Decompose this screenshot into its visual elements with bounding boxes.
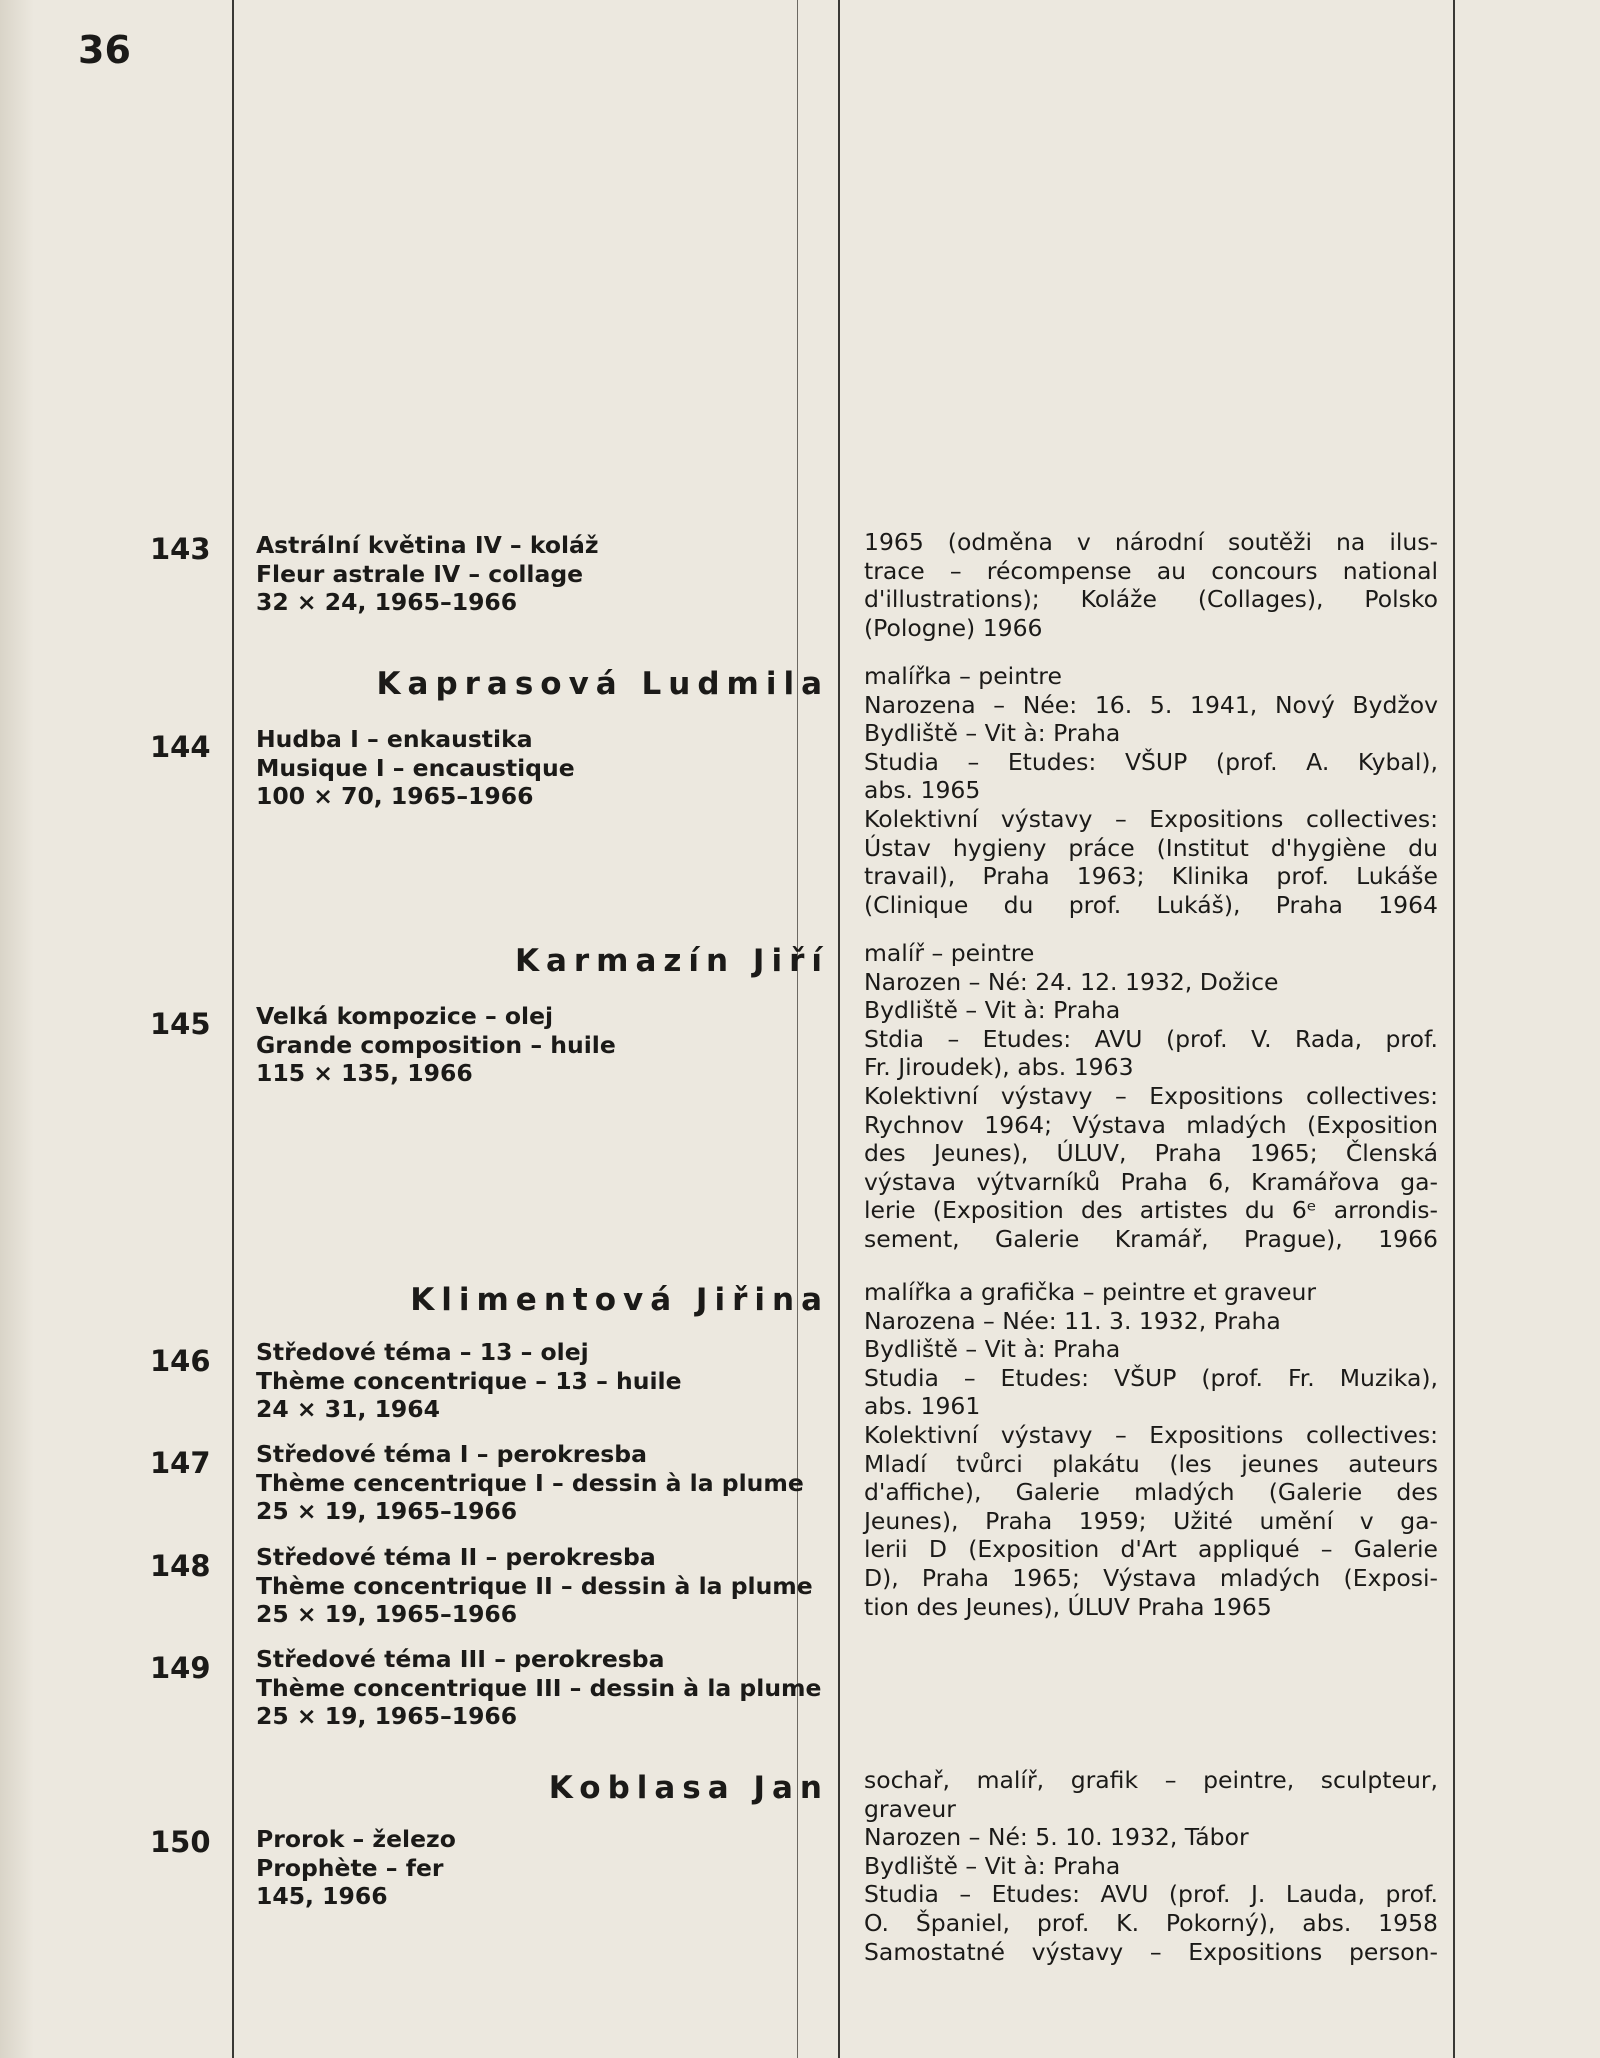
entry-number: 150 <box>150 1825 211 1859</box>
artist-name: Klimentová Jiřina <box>410 1282 829 1318</box>
artwork-title-cz: Středové téma III – perokresba <box>256 1645 665 1673</box>
bio-line: Narozena – Née: 11. 3. 1932, Praha <box>864 1306 1281 1335</box>
artwork-entry <box>256 1825 836 1911</box>
bio-line: graveur <box>864 1794 956 1823</box>
artwork-title-cz: Prorok – železo <box>256 1825 456 1853</box>
bio-line: malířka a grafička – peintre et graveur <box>864 1278 1317 1306</box>
bio-line: sochař, malíř, grafik – peintre, sculpteur, <box>864 1766 1438 1794</box>
artist-bio-continued <box>864 528 1438 642</box>
artwork-title-fr: Fleur astrale IV – collage <box>256 559 584 588</box>
bio-line: Samostatné výstavy – Expositions person- <box>864 1937 1438 1966</box>
bio-line: Bydliště – Vit à: Praha <box>864 719 1121 748</box>
artwork-entry <box>256 531 836 617</box>
bio-line: d'affiche), Galerie mladých (Galerie des <box>864 1478 1438 1507</box>
entry-number: 145 <box>150 1007 211 1041</box>
artwork-entry <box>256 725 836 811</box>
artwork-title-fr: Musique I – encaustique <box>256 753 575 782</box>
bio-line: výstava výtvarníků Praha 6, Kramářova ga- <box>864 1167 1438 1196</box>
entry-number: 146 <box>150 1344 211 1378</box>
entry-number: 144 <box>150 730 211 764</box>
artwork-dimensions: 32 × 24, 1965–1966 <box>256 588 518 616</box>
artist-bio-karmazin <box>864 939 1438 1254</box>
artwork-title-fr: Thème concentrique – 13 – huile <box>256 1366 682 1395</box>
bio-line: Kolektivní výstavy – Expositions collectives: <box>864 1420 1438 1449</box>
bio-line: (Pologne) 1966 <box>864 613 1043 642</box>
bio-line: Studia – Etudes: VŠUP (prof. A. Kybal), <box>864 747 1438 776</box>
entry-number: 147 <box>150 1446 211 1480</box>
artwork-dimensions: 115 × 135, 1966 <box>256 1059 473 1087</box>
artwork-title-fr: Prophète – fer <box>256 1853 444 1882</box>
bio-line: tion des Jeunes), ÚLUV Praha 1965 <box>864 1592 1272 1621</box>
artwork-title-cz: Astrální květina IV – koláž <box>256 531 599 559</box>
bio-line: Studia – Etudes: AVU (prof. J. Lauda, prof. <box>864 1880 1438 1909</box>
bio-line: 1965 (odměna v národní soutěži na ilus- <box>864 528 1438 556</box>
artwork-title-cz: Velká kompozice – olej <box>256 1002 554 1030</box>
bio-line: Bydliště – Vit à: Praha <box>864 1851 1121 1880</box>
artwork-entry <box>256 1002 836 1088</box>
artwork-dimensions: 25 × 19, 1965–1966 <box>256 1600 518 1628</box>
bio-line: Bydliště – Vit à: Praha <box>864 1335 1121 1364</box>
artist-bio-kaprasova <box>864 662 1438 919</box>
bio-line: Jeunes), Praha 1959; Užité umění v ga- <box>864 1506 1438 1535</box>
artwork-title-cz: Středové téma – 13 – olej <box>256 1338 589 1366</box>
bio-line: Narozena – Née: 16. 5. 1941, Nový Bydžov <box>864 690 1438 719</box>
artwork-title-fr: Grande composition – huile <box>256 1030 616 1059</box>
page-number: 36 <box>78 28 131 72</box>
bio-line: Fr. Jiroudek), abs. 1963 <box>864 1053 1134 1082</box>
artwork-entry <box>256 1338 836 1424</box>
bio-line: travail), Praha 1963; Klinika prof. Lukáše <box>864 862 1438 891</box>
artist-bio-koblasa <box>864 1766 1438 1966</box>
bio-line: des Jeunes), ÚLUV, Praha 1965; Členská <box>864 1139 1438 1168</box>
entry-number: 149 <box>150 1651 211 1685</box>
bio-line: Kolektivní výstavy – Expositions collectives: <box>864 804 1438 833</box>
bio-line: sement, Galerie Kramář, Prague), 1966 <box>864 1224 1438 1253</box>
bio-line: malířka – peintre <box>864 662 1062 690</box>
column-rule-left <box>232 0 234 2058</box>
artwork-title-fr: Thème cencentrique I – dessin à la plume <box>256 1468 804 1497</box>
column-rule-middle <box>838 0 840 2058</box>
artist-name: Kaprasová Ludmila <box>376 666 829 702</box>
artwork-dimensions: 145, 1966 <box>256 1882 388 1910</box>
artwork-dimensions: 100 × 70, 1965–1966 <box>256 782 534 810</box>
bio-line: trace – récompense au concours national <box>864 556 1438 585</box>
bio-line: Narozen – Né: 24. 12. 1932, Dožice <box>864 967 1279 996</box>
bio-line: Stdia – Etudes: AVU (prof. V. Rada, prof. <box>864 1024 1438 1053</box>
artwork-title-cz: Středové téma I – perokresba <box>256 1440 647 1468</box>
bio-line: Narozen – Né: 5. 10. 1932, Tábor <box>864 1823 1249 1852</box>
bio-line: abs. 1961 <box>864 1392 981 1421</box>
bio-line: (Clinique du prof. Lukáš), Praha 1964 <box>864 890 1438 919</box>
artist-name: Koblasa Jan <box>548 1770 829 1806</box>
bio-line: abs. 1965 <box>864 776 981 805</box>
bio-line: Ústav hygieny práce (Institut d'hygiène du <box>864 833 1438 862</box>
artwork-dimensions: 25 × 19, 1965–1966 <box>256 1702 518 1730</box>
bio-line: Studia – Etudes: VŠUP (prof. Fr. Muzika), <box>864 1363 1438 1392</box>
artwork-entry <box>256 1440 836 1526</box>
bio-line: Kolektivní výstavy – Expositions collectives: <box>864 1081 1438 1110</box>
artist-name: Karmazín Jiří <box>514 943 829 979</box>
artist-bio-klimentova <box>864 1278 1438 1621</box>
artwork-title-cz: Středové téma II – perokresba <box>256 1543 656 1571</box>
bio-line: lerie (Exposition des artistes du 6ᵉ arrondis- <box>864 1196 1438 1225</box>
artwork-entry <box>256 1543 836 1629</box>
bio-line: lerii D (Exposition d'Art appliqué – Galerie <box>864 1535 1438 1564</box>
bio-line: Mladí tvůrci plakátu (les jeunes auteurs <box>864 1449 1438 1478</box>
artwork-dimensions: 24 × 31, 1964 <box>256 1395 440 1423</box>
artwork-entry <box>256 1645 836 1731</box>
artwork-title-fr: Thème concentrique II – dessin à la plume <box>256 1571 813 1600</box>
artwork-title-cz: Hudba I – enkaustika <box>256 725 533 753</box>
column-rule-right <box>1453 0 1455 2058</box>
bio-line: O. Španiel, prof. K. Pokorný), abs. 1958 <box>864 1908 1438 1937</box>
entry-number: 143 <box>150 532 211 566</box>
artwork-dimensions: 25 × 19, 1965–1966 <box>256 1497 518 1525</box>
bio-line: D), Praha 1965; Výstava mladých (Exposi- <box>864 1563 1438 1592</box>
artwork-title-fr: Thème concentrique III – dessin à la plume <box>256 1673 822 1702</box>
entry-number: 148 <box>150 1549 211 1583</box>
bio-line: Bydliště – Vit à: Praha <box>864 996 1121 1025</box>
bio-line: malíř – peintre <box>864 939 1035 967</box>
page-edge-shadow <box>0 0 34 2058</box>
bio-line: Rychnov 1964; Výstava mladých (Exposition <box>864 1110 1438 1139</box>
bio-line: d'illustrations); Koláže (Collages), Polsko <box>864 585 1438 614</box>
